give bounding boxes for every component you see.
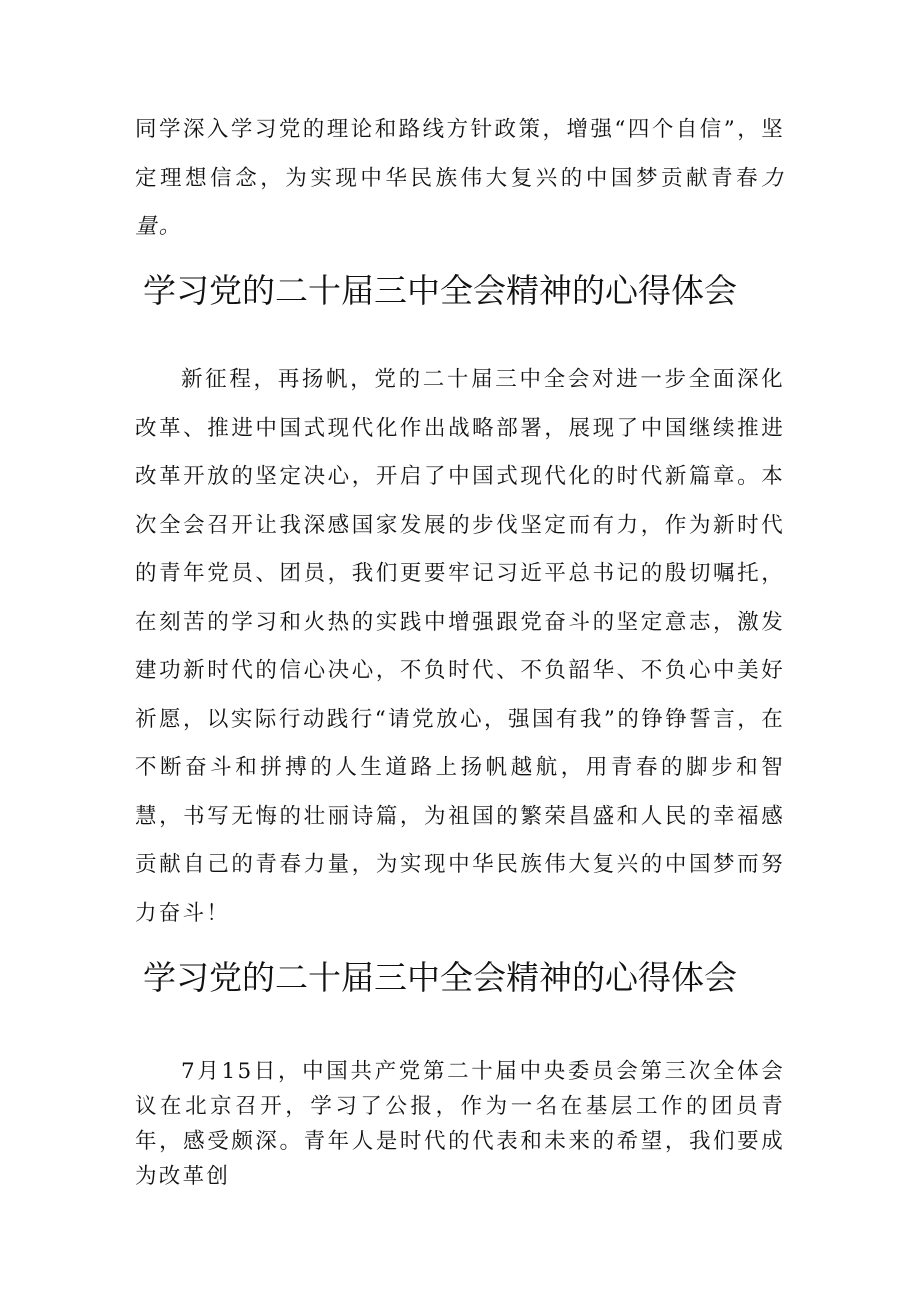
top-paragraph-text: 同学深入学习党的理论和路线方针政策，增强“四个自信”，坚定理想信念，为实现中华民族伟大复兴的中国梦贡献青春 <box>135 117 785 191</box>
section-paragraph-1: 新征程，再扬帆，党的二十届三中全会对进一步全面深化改革、推进中国式现代化作出战略部署，展现了中国继续推进改革开放的坚定决心，开启了中国式现代化的时代新篇章。本次全会召开让我深感国家发展的步伐坚定而有力，作为新时代的青年党员、团员，我们更要牢记习近平总书记的殷切嘱托，在刻苦的学习和火热的实践中增强跟党奋斗的坚定意志，激发建功新时代的信心决心，不负时代、不负韶华、不负心中美好祈愿，以实际行动践行“请党放心，强国有我”的铮铮誓言，在不断奋斗和拼搏的人生道路上扬帆越航，用青春的脚步和智慧，书写无悔的壮丽诗篇，为祖国的繁荣昌盛和人民的幸福感贡献自己的青春力量，为实现中华民族伟大复兴的中国梦而努力奋斗！ <box>135 367 785 926</box>
top-paragraph <box>135 106 785 252</box>
section-paragraph-2: 7月15日，中国共产党第二十届中央委员会第三次全体会议在北京召开，学习了公报，作为一名在基层工作的团员青年，感受颇深。青年人是时代的代表和未来的希望，我们要成为改革创 <box>135 1059 785 1189</box>
section-heading-2: 学习党的二十届三中全会精神的心得体会 <box>143 958 737 997</box>
top-paragraph-tail: 力量。 <box>135 165 785 239</box>
section-heading-1: 学习党的二十届三中全会精神的心得体会 <box>143 271 737 310</box>
